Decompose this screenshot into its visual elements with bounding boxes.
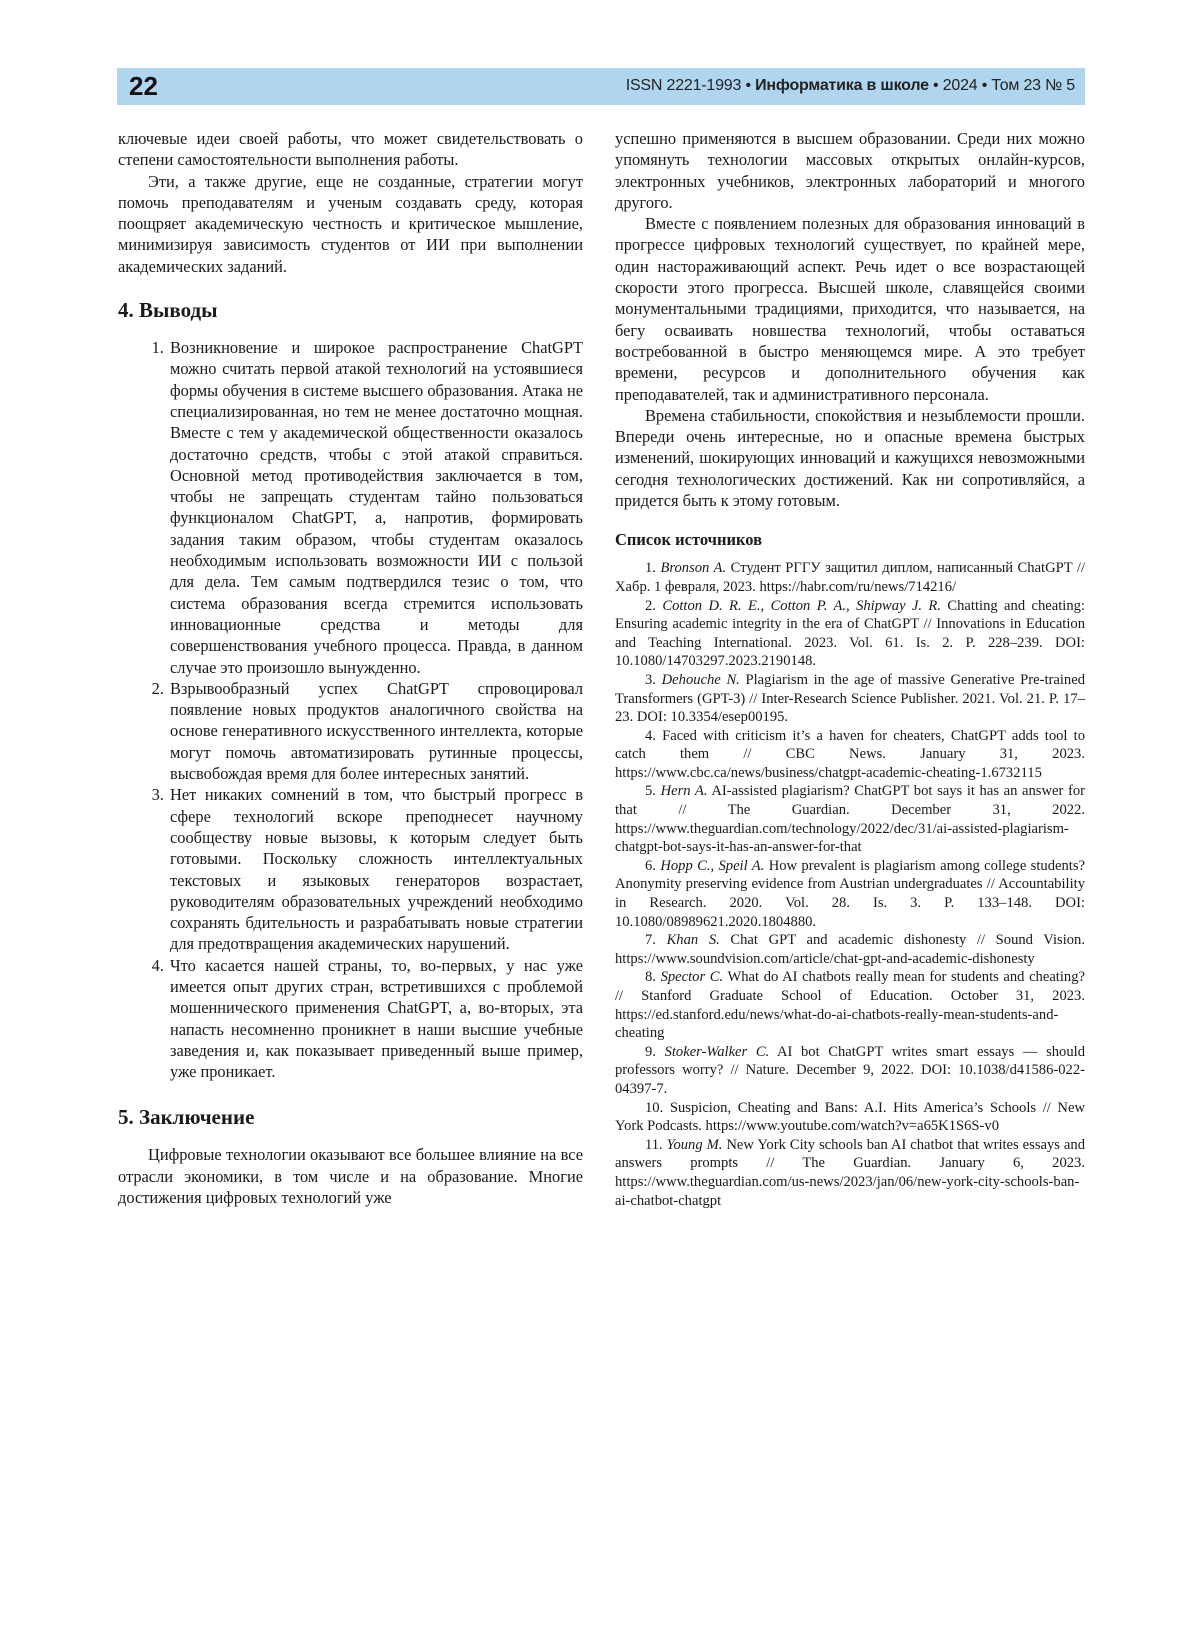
reference-item: [615, 1099, 1085, 1136]
reference-item: [615, 1136, 1085, 1210]
reference-number: 11.: [645, 1137, 663, 1153]
journal-title: Информатика в школе: [755, 77, 929, 94]
reference-text: Chatting and cheating: Ensuring academic integrity in the era of ChatGPT // Innovations in Education and Teaching International. 2023. Vol. 61. Is. 2. P. 228–239. DOI: 10.1080/14703297.2023.2190148.: [615, 598, 1085, 670]
paragraph: успешно применяются в высшем образовании. Среди них можно упомянуть технологии массовых открытых онлайн-курсов, электронных учебников, электронных лабораторий и многого другого.: [615, 128, 1085, 213]
paragraph: Вместе с появлением полезных для образования инноваций в прогрессе цифровых технологий существует, по крайней мере, один настораживающий аспект. Речь идет о все возрастающей скорости этого прогресса. Высшей школе, славящейся своими монументальными традициями, приходится, что называется, на бегу осваивать новшества технологий, чтобы оставаться востребованной в быстро меняющемся мире. А это требует времени, ресурсов и дополнительного обучения как преподавателей, так и административного персонала.: [615, 213, 1085, 405]
right-column: [615, 128, 1085, 1210]
reference-number: 9.: [645, 1044, 656, 1060]
journal-info: [626, 77, 1075, 95]
running-header: [117, 68, 1085, 105]
reference-number: 4.: [645, 728, 656, 744]
reference-author: Dehouche N.: [662, 672, 740, 688]
paragraph: Времена стабильности, спокойствия и незыблемости прошли. Впереди очень интересные, но и опасные времена быстрых изменений, шокирующих инноваций и кажущихся невозможными сегодня технологических достижений. Как ни сопротивляйся, а придется быть к этому готовым.: [615, 405, 1085, 511]
reference-text: New York City schools ban AI chatbot that writes essays and answers prompts // The Guardian. January 6, 2023. https://www.theguardian.com/us-news/2023/jan/06/new-york-city-schools-ban-ai-chatbot-chatgpt: [615, 1137, 1085, 1209]
reference-author: Spector C.: [661, 969, 724, 985]
reference-text: Plagiarism in the age of massive Generative Pre-trained Transformers (GPT-3) // Inter-Research Science Publisher. 2021. Vol. 21. P. 17–23. DOI: 10.3354/esep00195.: [615, 672, 1085, 725]
reference-item: [615, 671, 1085, 727]
reference-item: [615, 727, 1085, 783]
page-number: 22: [129, 71, 158, 102]
section-heading-conclusions: 4. Выводы: [118, 297, 583, 323]
reference-item: [615, 597, 1085, 671]
reference-text: Студент РГГУ защитил диплом, написанный ChatGPT // Хабр. 1 февраля, 2023. https://habr.com/ru/news/714216/: [615, 560, 1085, 595]
reference-number: 2.: [645, 598, 656, 614]
reference-number: 7.: [645, 932, 656, 948]
references-heading: Список источников: [615, 529, 1085, 551]
issue-info: • 2024 • Том 23 № 5: [933, 77, 1075, 94]
reference-text: How prevalent is plagiarism among college students? Anonymity preserving evidence from Austrian undergraduates // Accountability in Research. 2020. Vol. 28. Is. 3. P. 133–148. DOI: 10.1080/08989621.2020.1804880.: [615, 858, 1085, 930]
reference-text: AI bot ChatGPT writes smart essays — should professors worry? // Nature. December 9, 2022. DOI: 10.1038/d41586-022-04397-7.: [615, 1044, 1085, 1097]
reference-author: Hern A.: [661, 783, 708, 799]
list-item: 2. Взрывообразный успех ChatGPT спровоцировал появление новых продуктов аналогичного свойства на основе генеративного искусственного интеллекта, которые могут помочь автоматизировать рутинные процессы, высвобождая время для более интересных занятий.: [168, 678, 583, 784]
reference-item: [615, 1043, 1085, 1099]
reference-item: [615, 931, 1085, 968]
reference-number: 10.: [645, 1100, 663, 1116]
reference-number: 5.: [645, 783, 656, 799]
reference-item: [615, 857, 1085, 931]
reference-number: 1.: [645, 560, 656, 576]
reference-text: Suspicion, Cheating and Bans: A.I. Hits America’s Schools // New York Podcasts. https://www.youtube.com/watch?v=a65K1S6S-v0: [615, 1100, 1085, 1135]
section-heading-summary: 5. Заключение: [118, 1104, 583, 1130]
paragraph: ключевые идеи своей работы, что может свидетельствовать о степени самостоятельности выполнения работы.: [118, 128, 583, 171]
reference-text: AI-assisted plagiarism? ChatGPT bot says it has an answer for that // The Guardian. December 31, 2022. https://www.theguardian.com/technology/2022/dec/31/ai-assisted-plagiarism-chatgpt-bot-says-it-has-an-answer-for-that: [615, 783, 1085, 855]
reference-author: Khan S.: [667, 932, 720, 948]
reference-item: [615, 559, 1085, 596]
left-column: [118, 128, 583, 1208]
reference-author: Bronson A.: [660, 560, 726, 576]
list-item: 1. Возникновение и широкое распространение ChatGPT можно считать первой атакой технологий на устоявшиеся формы обучения в системе высшего образования. Атака не специализированная, но тем не менее достаточно мощная. Вместе с тем у академической общественности оказалось достаточно средств, чтобы с этой атакой справиться. Основной метод противодействия заключается в том, чтобы не запрещать студентам тайно пользоваться функционалом ChatGPT, а, напротив, формировать задания таким образом, чтобы студентам оказалось необходимым использовать возможности ИИ с пользой для дела. Тем самым подтвердился тезис о том, что система образования всегда стремится использовать инновационные средства и методы для совершенствования учебного процесса. Правда, в данном случае это произошло вынужденно.: [168, 337, 583, 678]
reference-item: [615, 782, 1085, 856]
conclusions-list: [118, 337, 583, 1082]
reference-author: Stoker-Walker C.: [665, 1044, 770, 1060]
issn: ISSN 2221-1993 •: [626, 77, 751, 94]
reference-text: Faced with criticism it’s a haven for cheaters, ChatGPT adds tool to catch them // CBC News. January 31, 2023. https://www.cbc.ca/news/business/chatgpt-academic-cheating-1.6732115: [615, 728, 1085, 781]
paragraph: Эти, а также другие, еще не созданные, стратегии могут помочь преподавателям и ученым создавать среду, которая поощряет академическую честность и критическое мышление, минимизируя зависимость студентов от ИИ при выполнении академических заданий.: [118, 171, 583, 277]
reference-number: 8.: [645, 969, 656, 985]
paragraph: Цифровые технологии оказывают все большее влияние на все отрасли экономики, в том числе и на образование. Многие достижения цифровых технологий уже: [118, 1144, 583, 1208]
reference-author: Hopp C., Speil A.: [660, 858, 764, 874]
list-item: 3. Нет никаких сомнений в том, что быстрый прогресс в сфере технологий вскоре преподнесет научному сообществу новые вызовы, к которым следует быть готовыми. Поскольку сложность интеллектуальных текстовых и языковых генераторов возрастает, руководителям образовательных учреждений необходимо сохранять бдительность и разрабатывать новые стратегии для предотвращения академических нарушений.: [168, 784, 583, 954]
reference-number: 6.: [645, 858, 656, 874]
reference-author: Cotton D. R. E., Cotton P. A., Shipway J. R.: [662, 598, 941, 614]
list-item: 4. Что касается нашей страны, то, во-первых, у нас уже имеется опыт других стран, встретившихся с проблемой мошеннического применения ChatGPT, а, во-вторых, эта напасть несомненно проникнет в наши высшие учебные заведения и, как показывает приведенный выше пример, уже проникает.: [168, 955, 583, 1083]
reference-text: Chat GPT and academic dishonesty // Sound Vision. https://www.soundvision.com/article/chat-gpt-and-academic-dishonesty: [615, 932, 1085, 967]
reference-number: 3.: [645, 672, 656, 688]
reference-author: Young M.: [667, 1137, 723, 1153]
reference-text: What do AI chatbots really mean for students and cheating? // Stanford Graduate School of Education. October 31, 2023. https://ed.stanford.edu/news/what-do-ai-chatbots-really-mean-students-and-cheating: [615, 969, 1085, 1041]
reference-item: [615, 968, 1085, 1042]
references-list: [615, 559, 1085, 1210]
